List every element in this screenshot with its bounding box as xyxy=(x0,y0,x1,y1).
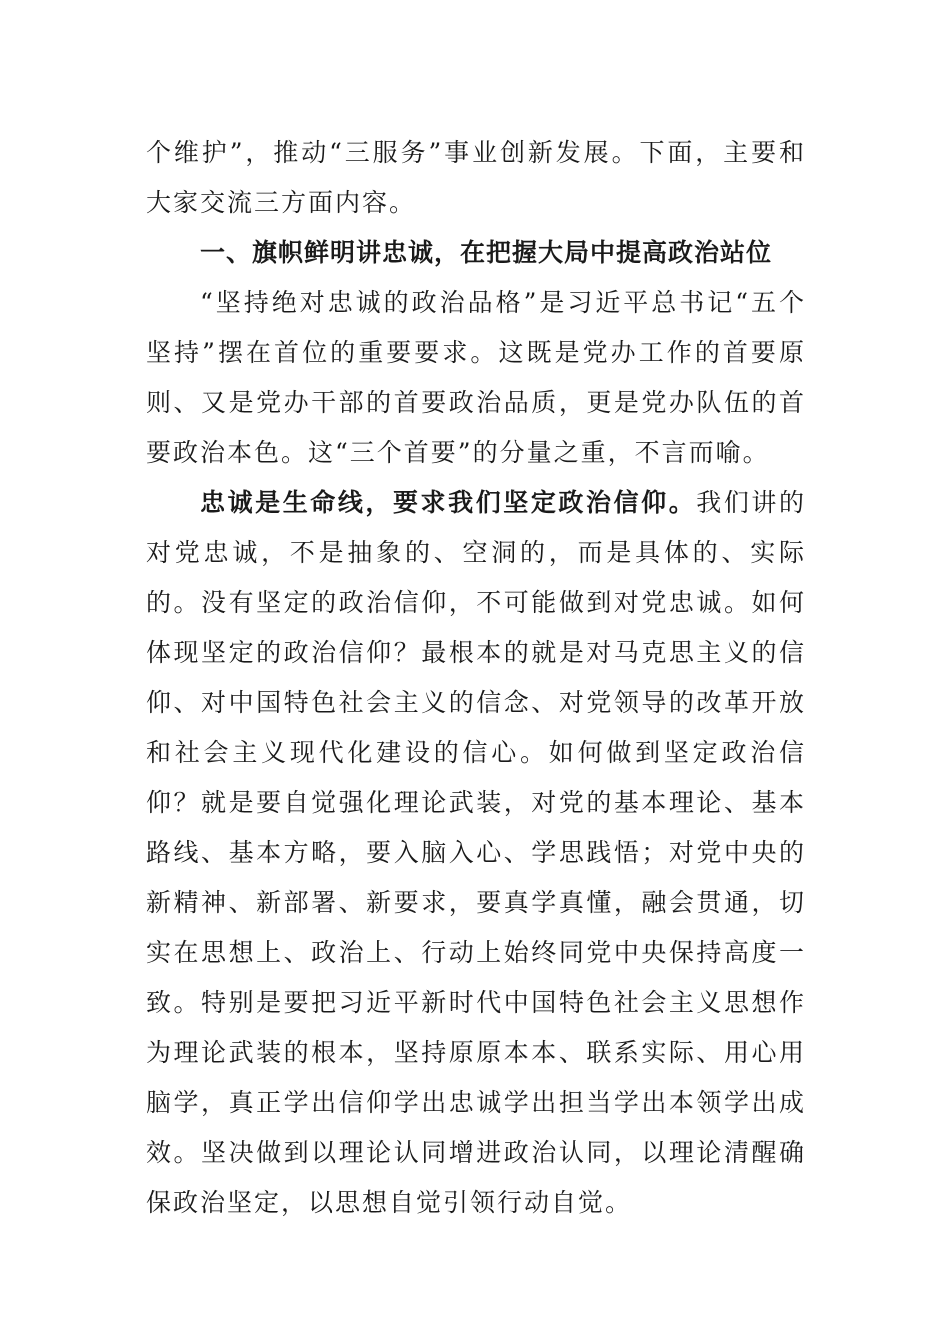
paragraph-loyalty-requirement: “坚持绝对忠诚的政治品格”是习近平总书记“五个坚持”摆在首位的重要要求。这既是党办工作的首要原则、又是党办干部的首要政治品质，更是党办队伍的首要政治本色。这“三个首要”的分量之重，不言而喻。 xyxy=(146,288,806,467)
paragraph-lead-sentence: 忠诚是生命线，要求我们坚定政治信仰。 xyxy=(200,488,697,517)
document-body xyxy=(146,128,806,1228)
paragraph-political-belief xyxy=(146,478,806,1228)
continuation-paragraph: 个维护”，推动“三服务”事业创新发展。下面，主要和大家交流三方面内容。 xyxy=(146,138,806,217)
paragraph-body-text: 我们讲的对党忠诚，不是抽象的、空洞的，而是具体的、实际的。没有坚定的政治信仰，不可能做到对党忠诚。如何体现坚定的政治信仰？最根本的就是对马克思主义的信仰、对中国特色社会主义的信念、对党领导的改革开放和社会主义现代化建设的信心。如何做到坚定政治信仰？就是要自觉强化理论武装，对党的基本理论、基本路线、基本方略，要入脑入心、学思践悟；对党中央的新精神、新部署、新要求，要真学真懂，融会贯通，切实在思想上、政治上、行动上始终同党中央保持高度一致。特别是要把习近平新时代中国特色社会主义思想作为理论武装的根本，坚持原原本本、联系实际、用心用脑学，真正学出信仰学出忠诚学出担当学出本领学出成效。坚决做到以理论认同增进政治认同，以理论清醒确保政治坚定，以思想自觉引领行动自觉。 xyxy=(146,488,806,1217)
section-heading: 一、旗帜鲜明讲忠诚，在把握大局中提高政治站位 xyxy=(200,238,773,267)
